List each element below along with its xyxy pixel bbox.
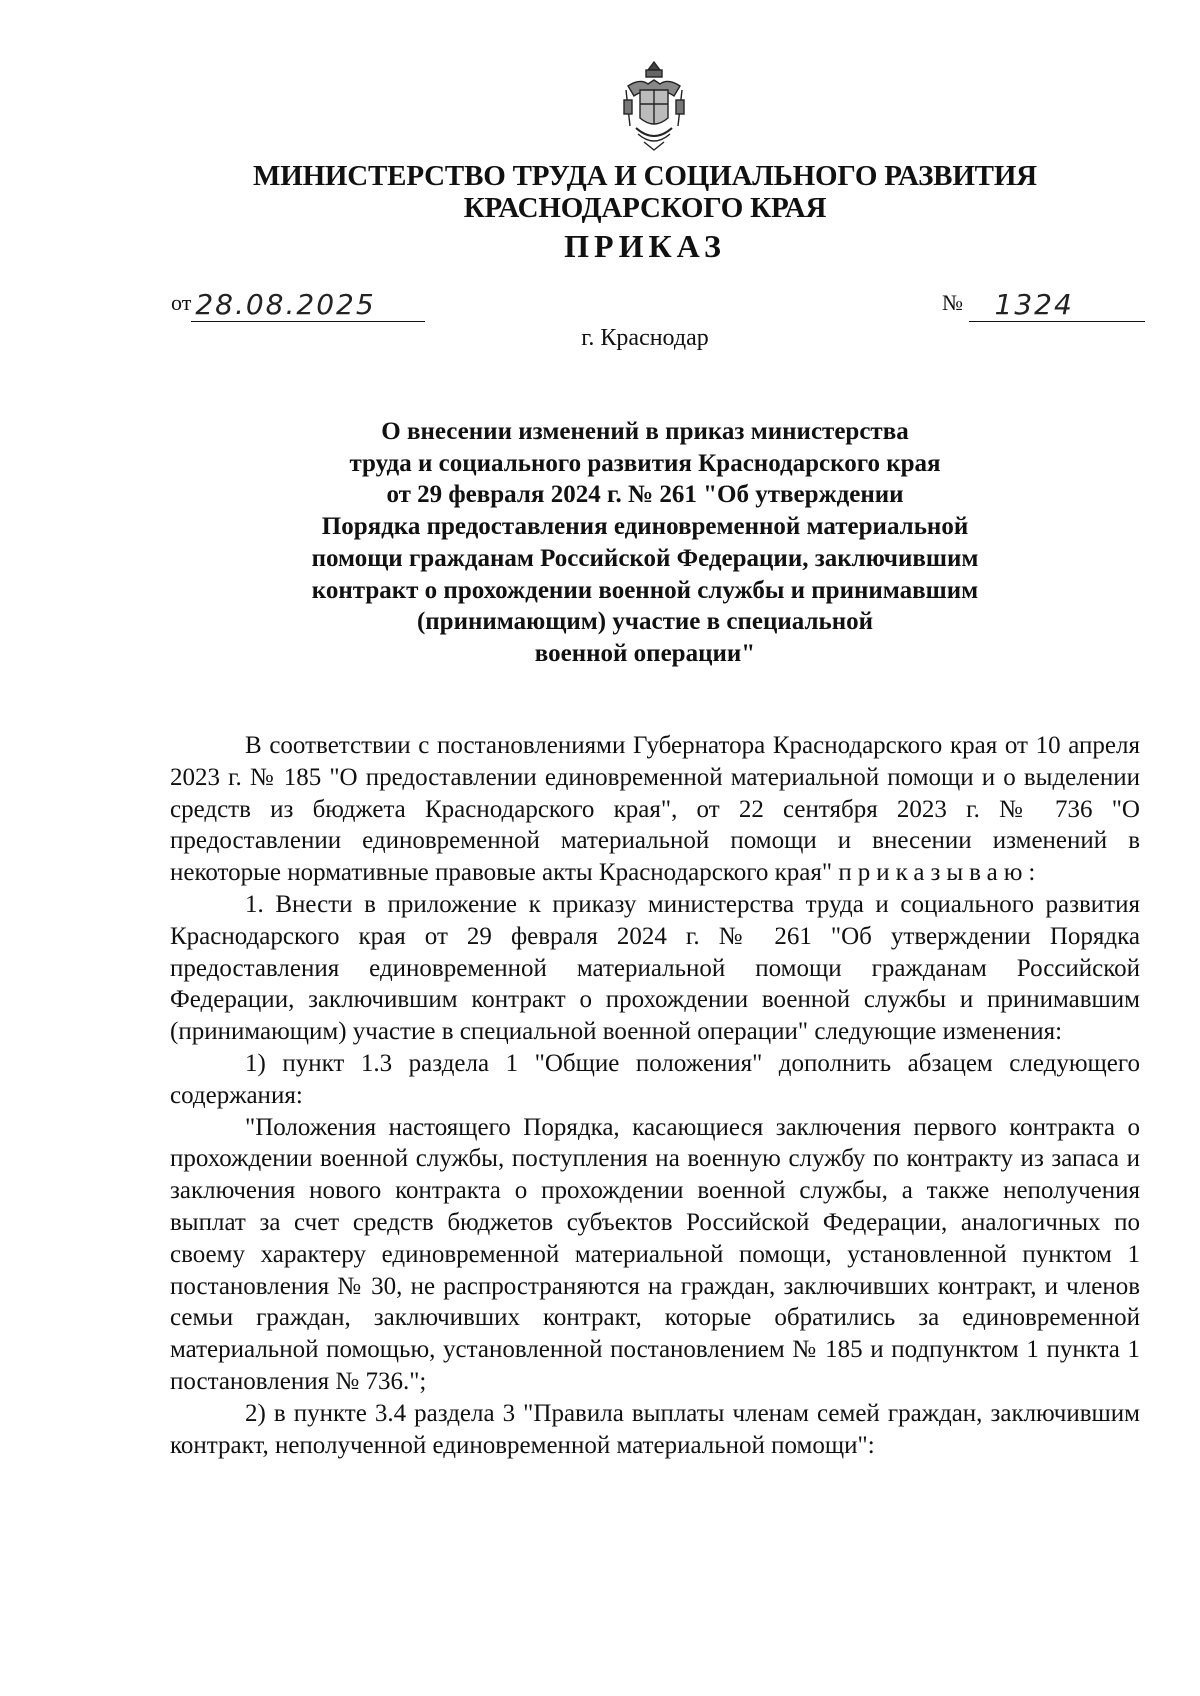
number-prefix: № — [942, 290, 963, 315]
paragraph-quote: "Положения настоящего Порядка, касающиеся заключения первого контракта о прохождении военной службы, поступления на военную службу по контракту из запаса и заключения нового контракта о прохождении военной службы, а также неполучения выплат за счет средств бюджетов субъектов Российской Федерации, аналогичных по своему характеру единовременной материальной помощи, установленной пунктом 1 постановления № 30, не распространяются на граждан, заключивших контракт, и членов семьи граждан, заключивших контракт, которые обратились за единовременной материальной помощью, установленной постановлением № 185 и подпунктом 1 пункта 1 постановления № 736."; — [170, 1113, 1140, 1395]
number-line — [969, 288, 1145, 322]
subject-line: от 29 февраля 2024 г. № 261 "Об утверждении — [386, 481, 904, 509]
date-line — [191, 288, 425, 322]
krasnodar-coat-of-arms-icon — [618, 60, 690, 152]
subject-line: Порядка предоставления единовременной материальной — [321, 513, 969, 541]
subject-line: контракт о прохождении военной службы и принимавшим — [311, 576, 979, 604]
preamble-paragraph — [170, 730, 1140, 889]
paragraph-subitem-1: 1) пункт 1.3 раздела 1 "Общие положения" дополнить абзацем следующего содержания: — [170, 1049, 1140, 1109]
subject-line: военной операции" — [534, 639, 756, 667]
ministry-name — [160, 160, 1130, 224]
order-subject — [230, 416, 1060, 670]
date-prefix: от — [171, 290, 192, 315]
paragraph-subitem-2: 2) в пункте 3.4 раздела 3 "Правила выплаты членам семей граждан, заключившим контракт, неполученной единовременной материальной помощи": — [170, 1399, 1140, 1459]
order-verb: приказываю: — [838, 859, 1042, 887]
subject-line: труда и социального развития Краснодарского края — [349, 449, 941, 477]
ministry-line-1: МИНИСТЕРСТВО ТРУДА И СОЦИАЛЬНОГО РАЗВИТИЯ — [253, 160, 1037, 192]
order-title: ПРИКАЗ — [564, 228, 726, 264]
preamble-text: В соответствии с постановлениями Губернатора Краснодарского края от 10 апреля 2023 г. № 185 "О предоставлении единовременной материальной помощи и о выделении средств из бюджета Краснодарского края", от 22 сентября 2023 г. № 736 "О предоставлении единовременной материальной помощи и внесении изменений в некоторые нормативные правовые акты Краснодарского края" — [170, 732, 1140, 887]
number-value: 1324 — [994, 288, 1074, 321]
ministry-line-2: КРАСНОДАРСКОГО КРАЯ — [463, 192, 827, 224]
city: г. Краснодар — [581, 325, 709, 351]
order-date — [171, 284, 425, 321]
subject-line: О внесении изменений в приказ министерства — [381, 418, 909, 445]
date-value: 28.08.2025 — [195, 288, 376, 321]
order-number — [942, 284, 1145, 321]
paragraph-item-1: 1. Внести в приложение к приказу министерства труда и социального развития Краснодарского края от 29 февраля 2024 г. № 261 "Об утверждении Порядка предоставления единовременной материальной помощи гражданам Российской Федерации, заключившим контракт о прохождении военной службы и принимавшим (принимающим) участие в специальной военной операции" следующие изменения: — [170, 890, 1140, 1046]
subject-line: (принимающим) участие в специальной — [416, 608, 874, 636]
order-body — [170, 730, 1140, 1461]
subject-line: помощи гражданам Российской Федерации, заключившим — [311, 544, 979, 572]
